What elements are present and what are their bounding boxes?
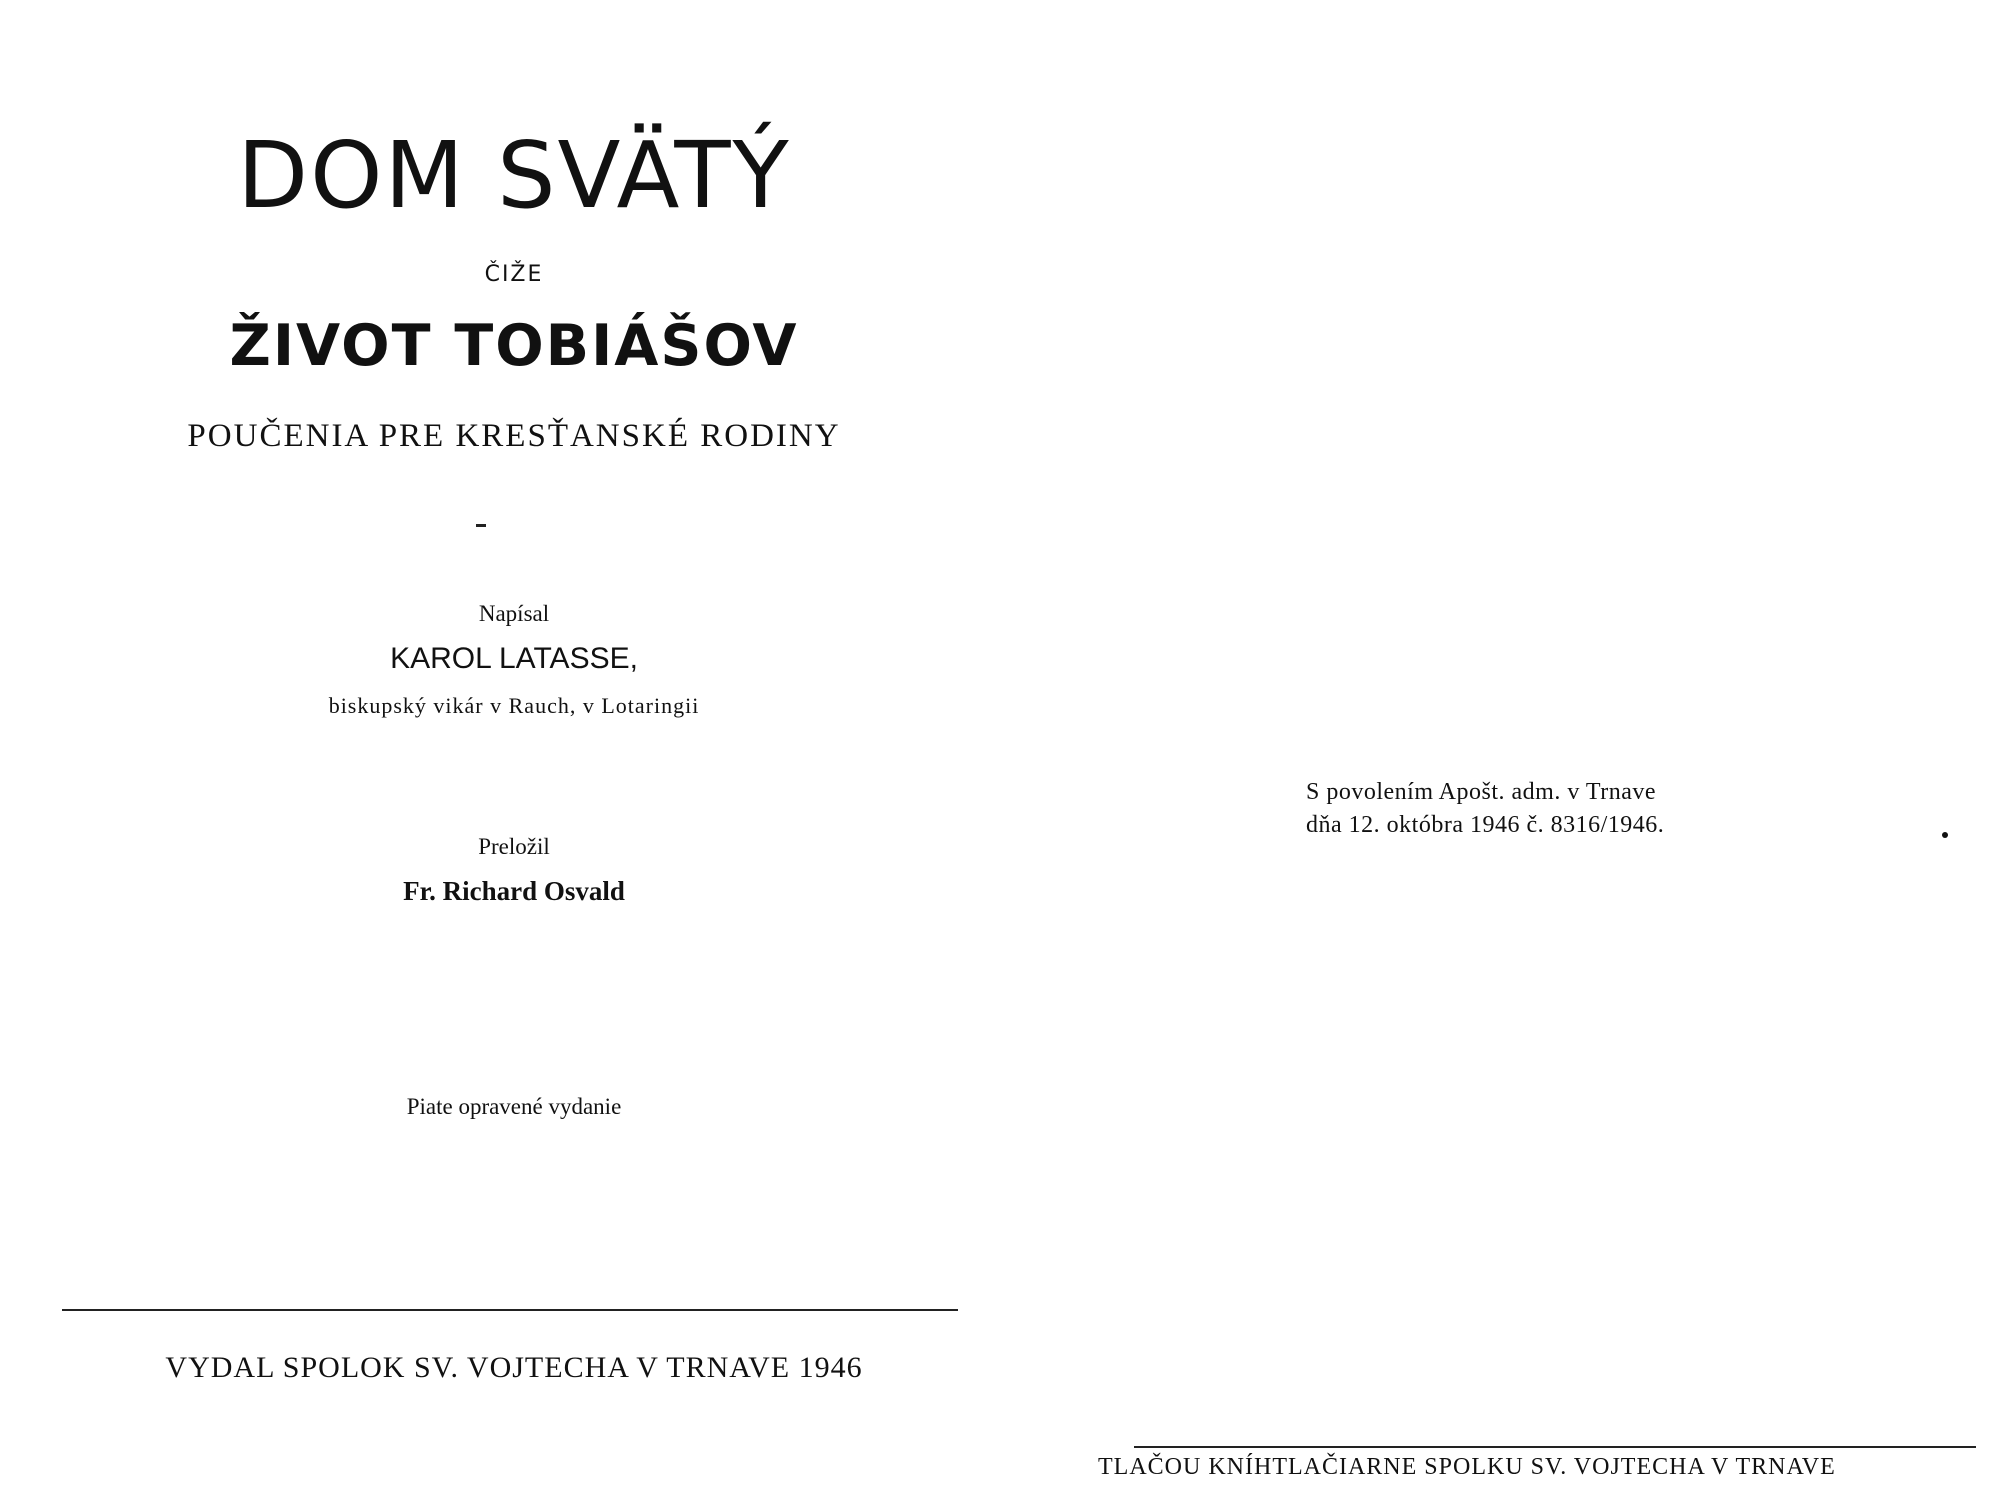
edition-note: Piate opravené vydanie — [406, 1094, 622, 1119]
imprimatur-line-2: dňa 12. októbra 1946 č. 8316/1946. — [1306, 812, 1665, 838]
title-conjunction: ČIŽE — [484, 262, 544, 287]
author-title: biskupský vikár v Rauch, v Lotaringii — [328, 693, 700, 718]
divider-rule — [62, 1309, 958, 1311]
book-title: DOM SVÄTÝ — [237, 122, 791, 229]
translator-name: Fr. Richard Osvald — [403, 876, 625, 906]
ink-dot — [1942, 832, 1948, 838]
book-subtitle-main: ŽIVOT TOBIÁŠOV — [229, 313, 799, 379]
author-label: Napísal — [478, 601, 550, 626]
printer-rule — [1134, 1446, 1976, 1448]
ornament-dash — [476, 524, 486, 527]
book-subtitle: POUČENIA PRE KRESŤANSKÉ RODINY — [187, 418, 841, 454]
publisher-line: VYDAL SPOLOK SV. VOJTECHA V TRNAVE 1946 — [165, 1351, 863, 1384]
right-page — [1006, 0, 2012, 1500]
printer-line: TLAČOU KNÍHTLAČIARNE SPOLKU SV. VOJTECHA V TRNAVE — [1098, 1454, 1836, 1480]
author-name: KAROL LATASSE, — [390, 642, 638, 675]
translator-label: Preložil — [478, 834, 550, 859]
imprimatur-line-1: S povolením Apošt. adm. v Trnave — [1306, 779, 1657, 805]
imprimatur — [1306, 776, 1664, 842]
